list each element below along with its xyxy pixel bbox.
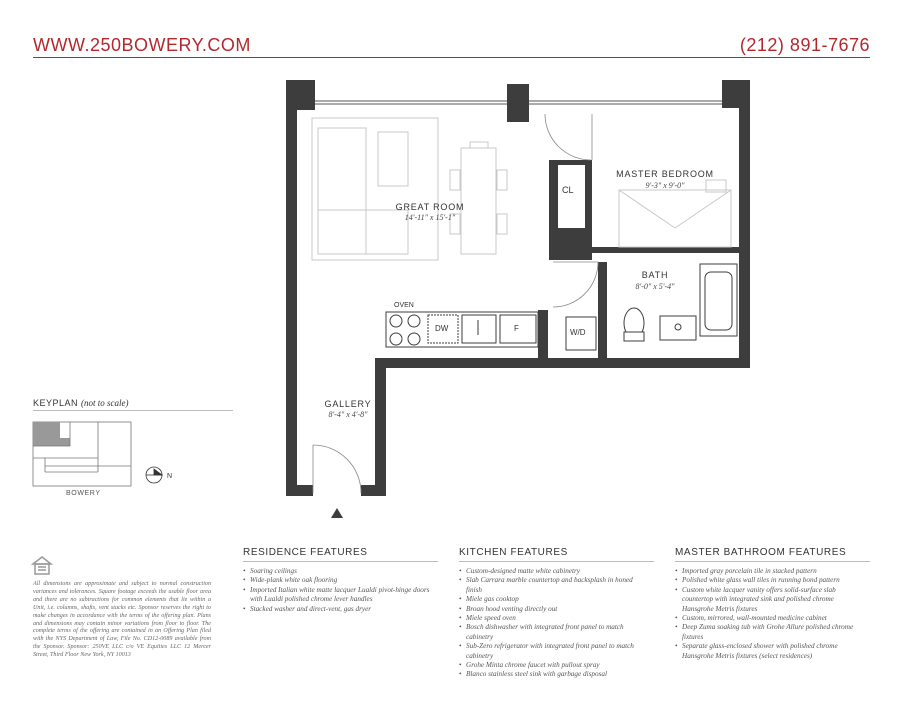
list-item: • Soaring ceilings <box>243 567 438 576</box>
disclaimer-text: All dimensions are approximate and subject to normal construction variances and tolerances. Square footage exceeds the usable floor area and there are no subtractions for common elements that lie within a Unit, i.e. columns, shafts, vent stacks etc. Sponsor reserves the right to make changes in accordance with the terms of the offering plan. Plans and dimensions may contain minor variations from floor to floor. The complete terms of the offering are contained in an Offering Plan filed with the NYS Department of Law, File No. CD12-0089 available from the Sponsor. Sponsor: 250VE LLC c/o VE Equities LLC 12 Mercer Street, Third Floor New York, NY 10013 <box>33 581 211 659</box>
equal-housing-icon <box>33 557 51 574</box>
south-wall <box>375 358 749 368</box>
keyplan-title <box>33 398 129 408</box>
entry-arrow <box>331 508 343 518</box>
list-item: • Blanco stainless steel sink with garbage disposal <box>459 670 634 679</box>
room-great-room-dims: 14'-11" x 15'-1" <box>404 213 456 222</box>
bed <box>619 180 731 247</box>
closet-base <box>549 228 592 260</box>
bath-west-wall <box>598 262 607 360</box>
room-gallery: GALLERY <box>324 399 372 409</box>
room-gallery-dims: 8'-4" x 4'-8" <box>328 410 368 419</box>
gallery-south-wall-left <box>286 485 313 496</box>
compass-n: N <box>167 473 173 480</box>
kitchen-features-divider <box>459 561 654 562</box>
column-center <box>507 84 529 122</box>
list-item: • Miele speed oven <box>459 614 634 623</box>
list-item: • Custom, mirrored, wall-mounted medicine cabinet <box>675 614 865 623</box>
keyplan-title-text: KEYPLAN <box>33 398 79 408</box>
bathroom-features-list <box>675 567 865 661</box>
list-item: • Custom white lacquer vanity offers solid-surface slab countertop with integrated sink and polished chrome Hansgrohe Metris fixtures <box>675 586 865 614</box>
closet-label: CL <box>562 185 574 195</box>
gallery-east-wall <box>375 358 386 496</box>
list-item: • Bosch dishwasher with integrated front panel to match cabinetry <box>459 623 634 642</box>
room-great-room: GREAT ROOM <box>395 202 465 212</box>
list-item: • Polished white glass wall tiles in running bond pattern <box>675 576 865 585</box>
residence-features-title: RESIDENCE FEATURES <box>243 547 368 558</box>
list-item: • Slab Carrara marble countertop and backsplash in honed finish <box>459 576 634 595</box>
fridge-label: F <box>514 324 519 333</box>
oven-label: OVEN <box>394 302 414 309</box>
phone-number[interactable]: (212) 891-7676 <box>739 35 870 55</box>
east-wall <box>739 80 750 368</box>
bathroom-features-title: MASTER BATHROOM FEATURES <box>675 547 847 558</box>
bathroom-features-divider <box>675 561 870 562</box>
room-master-bedroom: MASTER BEDROOM <box>616 169 714 179</box>
compass-icon <box>146 467 162 483</box>
kitchen-east-wall <box>538 310 548 360</box>
washer-dryer-label: W/D <box>570 328 586 337</box>
keyplan-note: (not to scale) <box>81 398 129 408</box>
list-item: • Separate glass-enclosed shower with polished chrome Hansgrohe Metris fixtures (select residences) <box>675 642 865 661</box>
list-item: • Sub-Zero refrigerator with integrated front panel to match cabinetry <box>459 642 634 661</box>
list-item: • Miele gas cooktop <box>459 595 634 604</box>
list-item: • Broan hood venting directly out <box>459 605 634 614</box>
list-item: • Grohe Minta chrome faucet with pullout spray <box>459 661 634 670</box>
list-item: • Stacked washer and direct-vent, gas dryer <box>243 605 438 614</box>
residence-features-list <box>243 567 438 614</box>
list-item: • Deep Zuma soaking tub with Grohe Allure polished chrome fixtures <box>675 623 865 642</box>
bedroom-south-wall <box>592 247 739 253</box>
keyplan-drawing <box>33 422 131 486</box>
room-master-bedroom-dims: 9'-3" x 9'-0" <box>645 181 685 190</box>
kitchen-features-list <box>459 567 634 680</box>
list-item: • Custom-designed matte white cabinetry <box>459 567 634 576</box>
residence-features-divider <box>243 561 438 562</box>
list-item: • Wide-plank white oak flooring <box>243 576 438 585</box>
column-west <box>297 80 315 110</box>
website-link[interactable]: WWW.250BOWERY.COM <box>33 35 251 55</box>
kitchen-features-title: KITCHEN FEATURES <box>459 547 568 558</box>
dishwasher-label: DW <box>435 324 449 333</box>
keyplan-street: BOWERY <box>66 490 101 497</box>
living-furniture <box>312 118 507 260</box>
keyplan-divider <box>33 410 233 411</box>
west-wall <box>286 80 297 496</box>
room-bath-dims: 8'-0" x 5'-4" <box>635 282 675 291</box>
list-item: • Imported gray porcelain tile in stacked pattern <box>675 567 865 576</box>
list-item: • Imported Italian white matte lacquer Lualdi pivot-hinge doors with Lualdi polished chrome lever handles <box>243 586 438 605</box>
room-bath: BATH <box>641 270 669 280</box>
column-east <box>722 80 739 108</box>
